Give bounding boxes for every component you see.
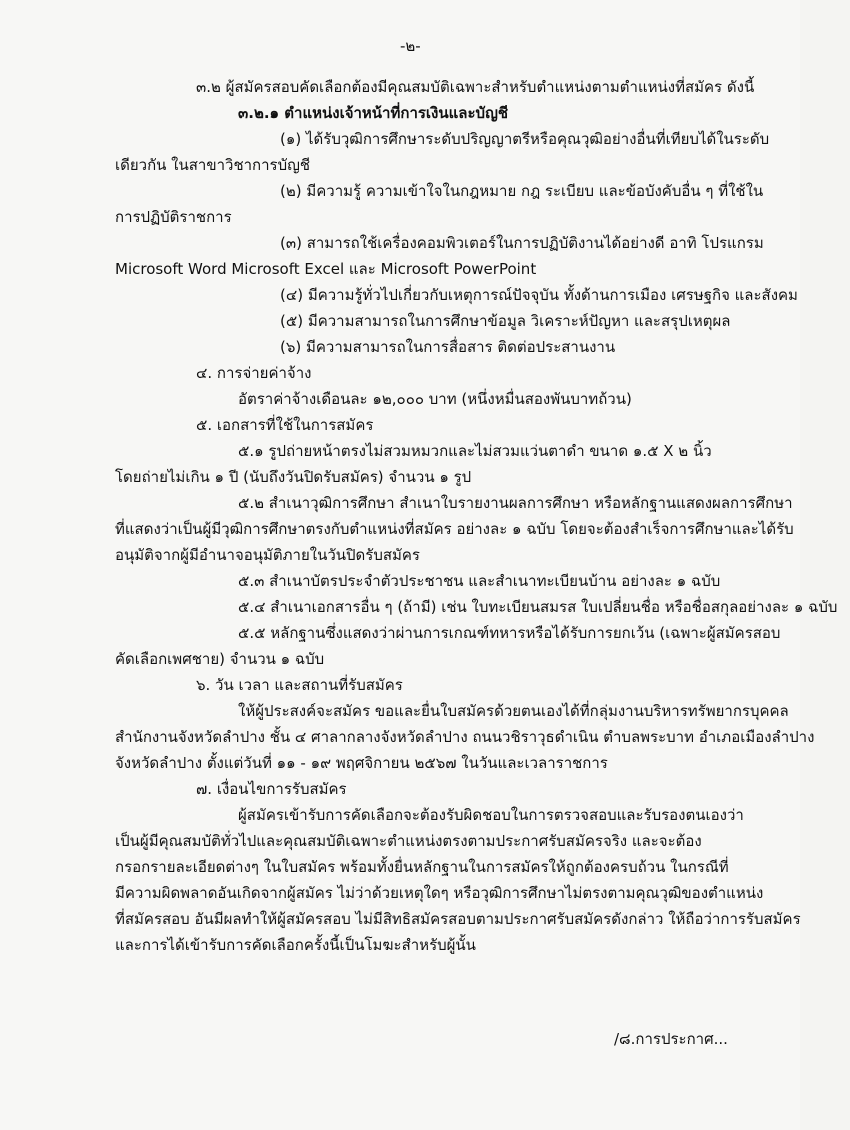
qualification-4: (๔) มีความรู้ทั่วไปเกี่ยวกับเหตุการณ์ปัจจุบัน ทั้งด้านการเมือง เศรษฐกิจ และสังคม (280, 286, 798, 304)
conditions-cont-3: มีความผิดพลาดอันเกิดจากผู้สมัคร ไม่ว่าด้วยเหตุใดๆ หรือวุฒิการศึกษาไม่ตรงตามคุณวุฒิของตำแหน่ง (115, 884, 764, 902)
section-7-heading: ๗. เงื่อนไขการรับสมัคร (196, 780, 347, 798)
section-6-heading: ๖. วัน เวลา และสถานที่รับสมัคร (196, 676, 403, 694)
document-5-1: ๕.๑ รูปถ่ายหน้าตรงไม่สวมหมวกและไม่สวมแว่นตาดำ ขนาด ๑.๕ X ๒ นิ้ว (238, 442, 712, 460)
qualification-1-cont: เดียวกัน ในสาขาวิชาการบัญชี (115, 156, 311, 174)
application-place-cont: สำนักงานจังหวัดลำปาง ชั้น ๔ ศาลากลางจังหวัดลำปาง ถนนวชิราวุธดำเนิน ตำบลพระบาท อำเภอเมืองลำปาง (115, 728, 815, 746)
qualification-3: (๓) สามารถใช้เครื่องคอมพิวเตอร์ในการปฏิบัติงานได้อย่างดี อาทิ โปรแกรม (280, 234, 764, 252)
document-5-5-cont: คัดเลือกเพศชาย) จำนวน ๑ ฉบับ (115, 650, 325, 668)
conditions-cont-2: กรอกรายละเอียดต่างๆ ในใบสมัคร พร้อมทั้งยื่นหลักฐานในการสมัครให้ถูกต้องครบถ้วน ในกรณีที่ (115, 858, 729, 876)
application-place: ให้ผู้ประสงค์จะสมัคร ขอและยื่นใบสมัครด้วยตนเองได้ที่กลุ่มงานบริหารทรัพยากรบุคคล (238, 702, 789, 720)
wage-rate: อัตราค่าจ้างเดือนละ ๑๒,๐๐๐ บาท (หนึ่งหมื่นสองพันบาทถ้วน) (238, 390, 632, 408)
qualification-1: (๑) ได้รับวุฒิการศึกษาระดับปริญญาตรีหรือคุณวุฒิอย่างอื่นที่เทียบได้ในระดับ (280, 130, 770, 148)
qualification-6: (๖) มีความสามารถในการสื่อสาร ติดต่อประสานงาน (280, 338, 616, 356)
document-5-4: ๕.๔ สำเนาเอกสารอื่น ๆ (ถ้ามี) เช่น ใบทะเบียนสมรส ใบเปลี่ยนชื่อ หรือชื่อสกุลอย่างละ ๑ ฉบับ (238, 598, 838, 616)
document-5-2: ๕.๒ สำเนาวุฒิการศึกษา สำเนาใบรายงานผลการศึกษา หรือหลักฐานแสดงผลการศึกษา (238, 494, 793, 512)
section-3-2-heading: ๓.๒ ผู้สมัครสอบคัดเลือกต้องมีคุณสมบัติเฉพาะสำหรับตำแหน่งตามตำแหน่งที่สมัคร ดังนี้ (196, 78, 755, 96)
section-5-heading: ๕. เอกสารที่ใช้ในการสมัคร (196, 416, 374, 434)
position-title: ๓.๒.๑ ตำแหน่งเจ้าหน้าที่การเงินและบัญชี (238, 104, 509, 122)
document-5-2-cont-2: อนุมัติจากผู้มีอำนาจอนุมัติภายในวันปิดรับสมัคร (115, 546, 420, 564)
qualification-5: (๕) มีความสามารถในการศึกษาข้อมูล วิเคราะห์ปัญหา และสรุปเหตุผล (280, 312, 731, 330)
conditions-cont-5: และการได้เข้ารับการคัดเลือกครั้งนี้เป็นโมฆะสำหรับผู้นั้น (115, 936, 476, 954)
conditions-para: ผู้สมัครเข้ารับการคัดเลือกจะต้องรับผิดชอบในการตรวจสอบและรับรองตนเองว่า (238, 806, 744, 824)
qualification-3-cont: Microsoft Word Microsoft Excel และ Microsoft PowerPoint (115, 260, 537, 278)
qualification-2: (๒) มีความรู้ ความเข้าใจในกฎหมาย กฎ ระเบียบ และข้อบังคับอื่น ๆ ที่ใช้ใน (280, 182, 764, 200)
document-5-3: ๕.๓ สำเนาบัตรประจำตัวประชาชน และสำเนาทะเบียนบ้าน อย่างละ ๑ ฉบับ (238, 572, 721, 590)
conditions-cont-1: เป็นผู้มีคุณสมบัติทั่วไปและคุณสมบัติเฉพาะตำแหน่งตรงตามประกาศรับสมัครจริง และจะต้อง (115, 832, 702, 850)
page-number: -๒- (400, 37, 421, 55)
application-dates: จังหวัดลำปาง ตั้งแต่วันที่ ๑๑ - ๑๙ พฤศจิกายน ๒๕๖๗ ในวันและเวลาราชการ (115, 754, 608, 772)
section-4-heading: ๔. การจ่ายค่าจ้าง (196, 364, 312, 382)
document-5-5: ๕.๕ หลักฐานซึ่งแสดงว่าผ่านการเกณฑ์ทหารหรือได้รับการยกเว้น (เฉพาะผู้สมัครสอบ (238, 624, 781, 642)
document-5-2-cont: ที่แสดงว่าเป็นผู้มีวุฒิการศึกษาตรงกับตำแหน่งที่สมัคร อย่างละ ๑ ฉบับ โดยจะต้องสำเร็จการศึกษาและได้รับ (115, 520, 794, 538)
conditions-cont-4: ที่สมัครสอบ อันมีผลทำให้ผู้สมัครสอบ ไม่มีสิทธิสมัครสอบตามประกาศรับสมัครดังกล่าว ให้ถือว่าการรับสมัคร (115, 910, 801, 928)
continuation-note: /๘.การประกาศ... (614, 1030, 728, 1048)
qualification-2-cont: การปฏิบัติราชการ (115, 208, 232, 226)
document-5-1-cont: โดยถ่ายไม่เกิน ๑ ปี (นับถึงวันปิดรับสมัคร) จำนวน ๑ รูป (115, 468, 472, 486)
